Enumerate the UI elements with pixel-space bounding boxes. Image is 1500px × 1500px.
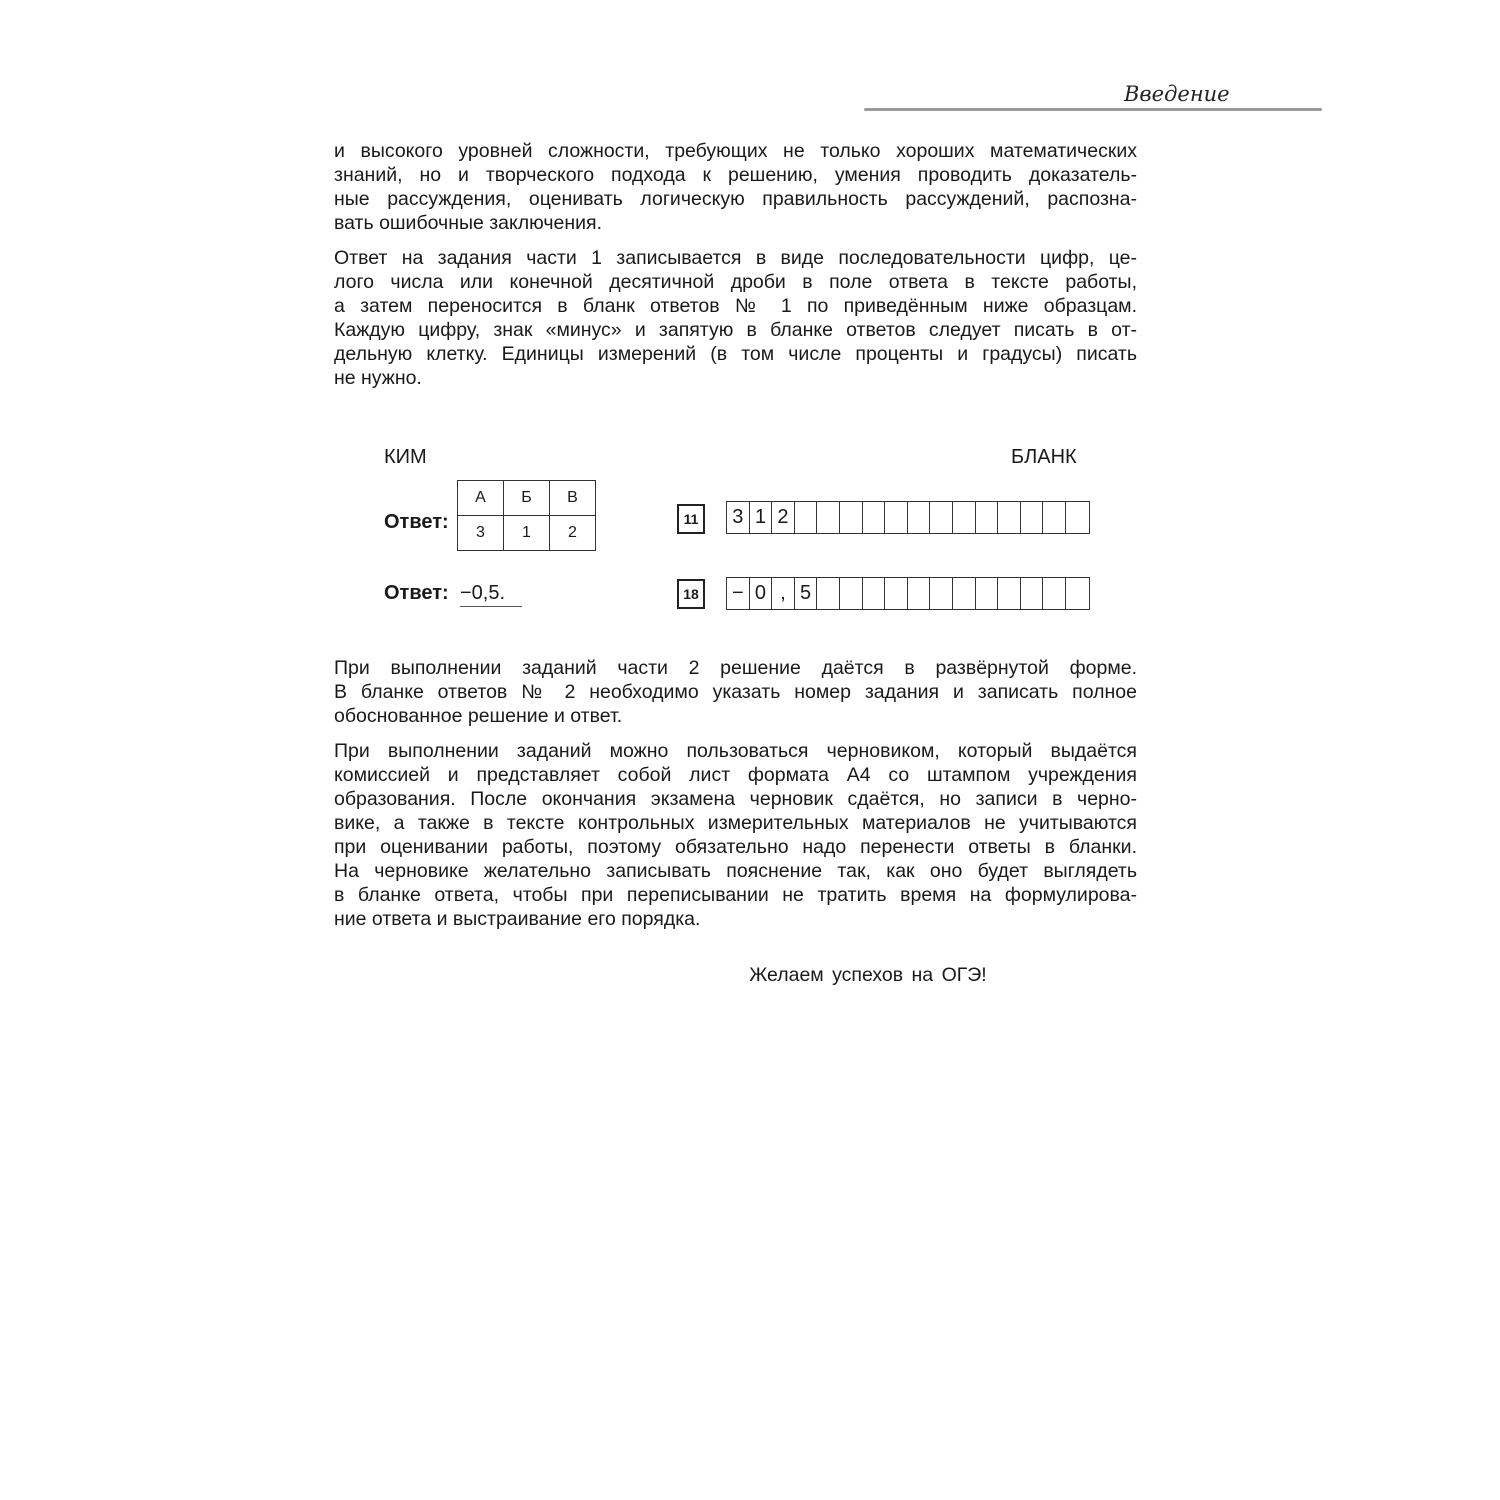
answer-table <box>457 480 596 551</box>
table-header-cell: Б <box>504 481 550 516</box>
table-value-cell: 3 <box>458 516 504 551</box>
header-title: Введение <box>1124 82 1230 106</box>
table-header-cell: А <box>458 481 504 516</box>
paragraph-line: вать ошибочные заключения. <box>334 212 602 234</box>
paragraph-line: образования. После окончания экзамена черновик сдаётся, но записи в черно- <box>334 788 1137 810</box>
paragraph-line: При выполнении заданий части 2 решение даётся в развёрнутой форме. <box>334 657 1137 679</box>
paragraph-line: лого числа или конечной десятичной дроби в поле ответа в тексте работы, <box>334 271 1137 293</box>
answer-cell <box>1043 578 1066 609</box>
answer-cell <box>930 578 953 609</box>
answer-cell: 0 <box>750 578 773 609</box>
task-number-box: 18 <box>677 579 705 609</box>
paragraph-line: и высокого уровней сложности, требующих не только хороших математических <box>334 140 1137 162</box>
answer-cells-row <box>726 501 1090 534</box>
table-header-cell: В <box>550 481 596 516</box>
answer-cell <box>795 502 818 533</box>
paragraph-3 <box>334 656 1137 728</box>
answer-cell: 3 <box>727 502 750 533</box>
answer-value-2: −0,5. <box>460 582 522 607</box>
answer-cell <box>1021 502 1044 533</box>
paragraph-line: Каждую цифру, знак «минус» и запятую в бланке ответов следует писать в от- <box>334 319 1137 341</box>
answer-cell <box>953 502 976 533</box>
answer-cell <box>976 502 999 533</box>
paragraph-line: дельную клетку. Единицы измерений (в том числе проценты и градусы) писать <box>334 343 1137 365</box>
answer-cell <box>817 502 840 533</box>
answer-cell <box>1066 578 1089 609</box>
answer-cell: , <box>772 578 795 609</box>
paragraph-4 <box>334 739 1137 931</box>
answer-cell <box>863 502 886 533</box>
answer-cell <box>976 578 999 609</box>
paragraph-line: в бланке ответа, чтобы при переписывании не тратить время на формулирова- <box>334 884 1137 906</box>
answer-cell: − <box>727 578 750 609</box>
closing-wish <box>0 964 1500 987</box>
answer-cell <box>998 578 1021 609</box>
paragraph-line: знаний, но и творческого подхода к решению, умения проводить доказатель- <box>334 164 1137 186</box>
paragraph-line: комиссией и представляет собой лист формата А4 со штампом учреждения <box>334 764 1137 786</box>
answer-cell <box>863 578 886 609</box>
closing-text: Желаем успехов на ОГЭ! <box>749 964 987 986</box>
paragraph-line: В бланке ответов № 2 необходимо указать номер задания и записать полное <box>334 681 1137 703</box>
answer-cell <box>1043 502 1066 533</box>
kim-label: КИМ <box>384 446 427 468</box>
paragraph-2 <box>334 246 1137 390</box>
answer-cell <box>908 578 931 609</box>
answer-cell <box>885 502 908 533</box>
paragraph-line: а затем переносится в бланк ответов № 1 по приведённым ниже образцам. <box>334 295 1137 317</box>
answer-cell: 2 <box>772 502 795 533</box>
paragraph-line: вике, а также в тексте контрольных измерительных материалов не учитываются <box>334 812 1137 834</box>
answer-cell: 1 <box>750 502 773 533</box>
paragraph-line: обоснованное решение и ответ. <box>334 705 623 727</box>
paragraph-1 <box>334 139 1137 235</box>
answer-cell <box>840 578 863 609</box>
answer-cells-row <box>726 577 1090 610</box>
paragraph-line: ные рассуждения, оценивать логическую правильность рассуждений, распозна- <box>334 188 1137 210</box>
paragraph-line: Ответ на задания части 1 записывается в виде последовательности цифр, це- <box>334 247 1137 269</box>
answer-cell <box>1066 502 1089 533</box>
answer-cell <box>953 578 976 609</box>
answer-cell <box>908 502 931 533</box>
answer-cell <box>840 502 863 533</box>
answer-label-2: Ответ: <box>384 582 449 604</box>
paragraph-line: При выполнении заданий можно пользоваться черновиком, который выдаётся <box>334 740 1137 762</box>
paragraph-line: ние ответа и выстраивание его порядка. <box>334 908 701 930</box>
paragraph-line: На черновике желательно записывать пояснение так, как оно будет выглядеть <box>334 860 1137 882</box>
paragraph-line: не нужно. <box>334 367 422 389</box>
paragraph-line: при оценивании работы, поэтому обязательно надо перенести ответы в бланки. <box>334 836 1137 858</box>
table-value-cell: 1 <box>504 516 550 551</box>
answer-cell <box>817 578 840 609</box>
blank-label: БЛАНК <box>1011 446 1077 468</box>
answer-cell <box>998 502 1021 533</box>
answer-label-1: Ответ: <box>384 511 449 533</box>
header-divider <box>864 108 1322 111</box>
table-value-cell: 2 <box>550 516 596 551</box>
answer-cell <box>885 578 908 609</box>
answer-cell: 5 <box>795 578 818 609</box>
task-number-box: 11 <box>677 504 705 534</box>
answer-cell <box>930 502 953 533</box>
answer-cell <box>1021 578 1044 609</box>
